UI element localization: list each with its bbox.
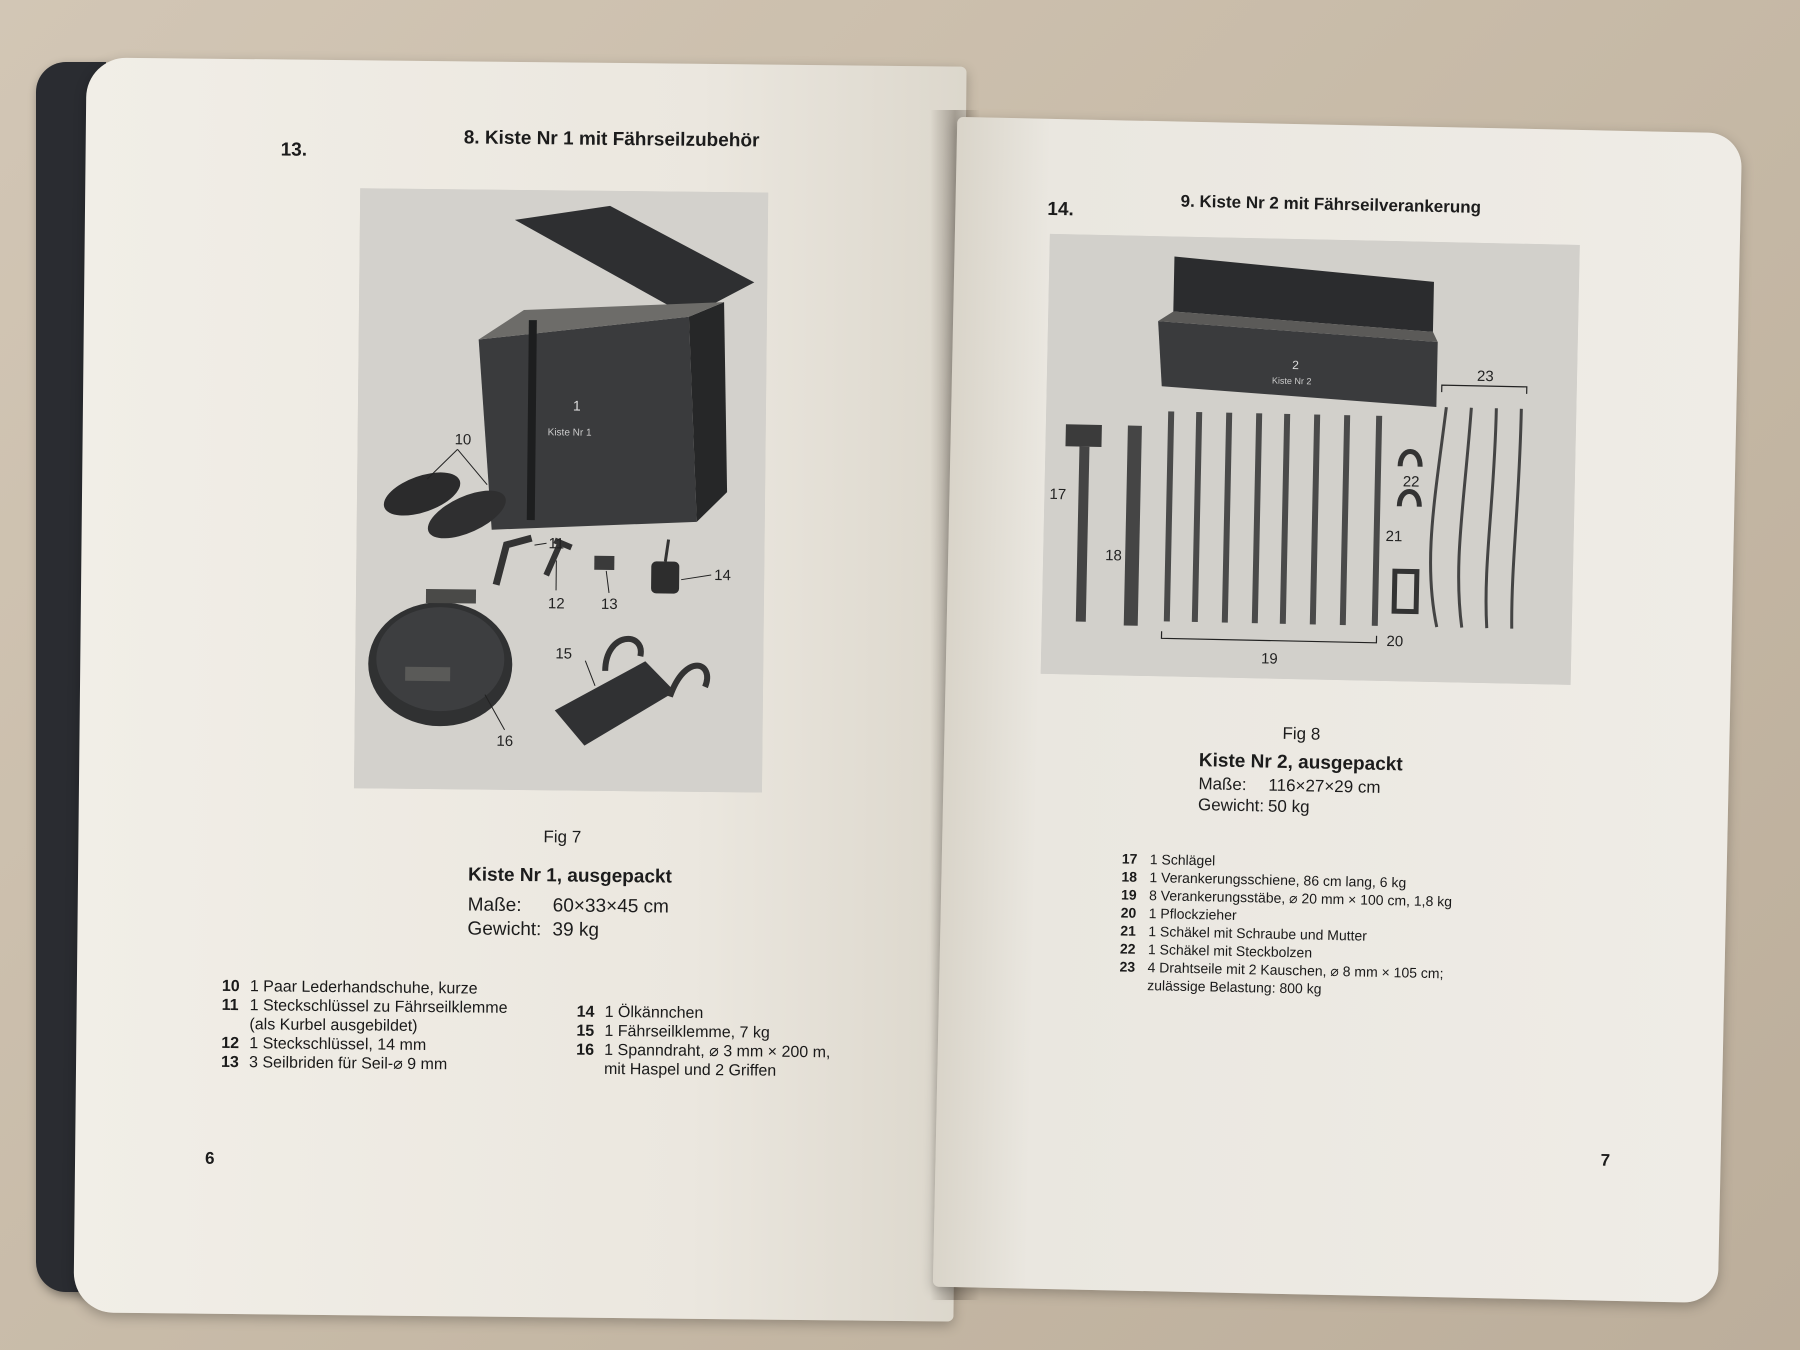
photo-label-12: 12 <box>547 595 565 613</box>
section-number: 13. <box>280 139 308 161</box>
list-item: 14 1 Ölkännchen <box>576 1003 704 1022</box>
list-item: 12 1 Steckschlüssel, 14 mm <box>221 1034 427 1055</box>
section-number: 14. <box>1047 198 1075 221</box>
list-item: 15 1 Fährseilklemme, 7 kg <box>576 1022 770 1042</box>
weight-label: Gewicht: <box>467 918 542 941</box>
page-number: 7 <box>1600 1150 1611 1170</box>
list-item: 19 8 Verankerungsstäbe, ⌀ 20 mm × 100 cm, 1,8 kg <box>1120 886 1453 910</box>
list-item: 11 1 Steckschlüssel zu Fährseilklemme <box>221 996 508 1017</box>
photo-label-16: 16 <box>496 732 514 750</box>
caption-title: Kiste Nr 1, ausgepackt <box>467 864 672 888</box>
list-item: mit Haspel und 2 Griffen <box>603 1060 777 1080</box>
photo-label-11: 11 <box>548 535 565 553</box>
photo-label-15: 15 <box>555 645 573 663</box>
weight-label: Gewicht: <box>1197 795 1265 816</box>
photo-label-23: 23 <box>1476 367 1494 386</box>
box-label-text: Kiste Nr 2 <box>1271 375 1312 387</box>
list-item: 10 1 Paar Lederhandschuhe, kurze <box>221 977 478 998</box>
photo-label-13: 13 <box>600 595 618 614</box>
photo-label-19: 19 <box>1260 650 1278 668</box>
list-item: 16 1 Spanndraht, ⌀ 3 mm × 200 m, <box>576 1041 831 1062</box>
box-number-text: 1 <box>572 397 581 414</box>
right-page <box>933 117 1742 1303</box>
list-item: 17 1 Schlägel <box>1121 850 1216 869</box>
figure-7-photo <box>354 188 768 792</box>
photo-label-22: 22 <box>1402 473 1420 491</box>
dims-label: Maße: <box>1198 774 1247 795</box>
left-page <box>73 57 966 1321</box>
weight-value: 39 kg <box>552 919 600 941</box>
page-number: 6 <box>204 1148 215 1168</box>
dims-value: 116×27×29 cm <box>1268 775 1381 797</box>
figure-label: Fig 8 <box>1282 723 1321 744</box>
photo-label-21: 21 <box>1385 527 1403 546</box>
list-item: zulässige Belastung: 800 kg <box>1147 977 1322 997</box>
box-label-text: Kiste Nr 1 <box>547 427 592 439</box>
section-title: 9. Kiste Nr 2 mit Fährseilverankerung <box>1180 191 1482 217</box>
list-item: (als Kurbel ausgebildet) <box>249 1016 418 1035</box>
box-number-text: 2 <box>1292 357 1300 373</box>
section-title: 8. Kiste Nr 1 mit Fährseilzubehör <box>463 127 760 152</box>
dims-label: Maße: <box>467 894 522 917</box>
photo-label-18: 18 <box>1105 547 1123 565</box>
figure-label: Fig 7 <box>543 827 582 847</box>
figure-8-illustration <box>1041 234 1580 685</box>
list-item: 20 1 Pflockzieher <box>1120 904 1237 923</box>
photo-label-17: 17 <box>1049 485 1067 504</box>
figure-7-illustration <box>354 188 768 792</box>
list-item: 13 3 Seilbriden für Seil-⌀ 9 mm <box>220 1053 448 1074</box>
photo-label-14: 14 <box>714 567 731 585</box>
list-item: 22 1 Schäkel mit Steckbolzen <box>1119 940 1313 961</box>
caption-title: Kiste Nr 2, ausgepackt <box>1198 750 1403 776</box>
list-item: 18 1 Verankerungsschiene, 86 cm lang, 6 kg <box>1121 868 1407 891</box>
photo-label-10: 10 <box>454 431 472 449</box>
figure-8-photo <box>1041 234 1580 685</box>
photo-label-20: 20 <box>1386 633 1404 651</box>
dims-value: 60×33×45 cm <box>552 895 670 918</box>
list-item: 21 1 Schäkel mit Schraube und Mutter <box>1120 922 1368 944</box>
list-item: 23 4 Drahtseile mit 2 Kauschen, ⌀ 8 mm × 105 cm; <box>1119 958 1444 982</box>
weight-value: 50 kg <box>1267 796 1310 817</box>
